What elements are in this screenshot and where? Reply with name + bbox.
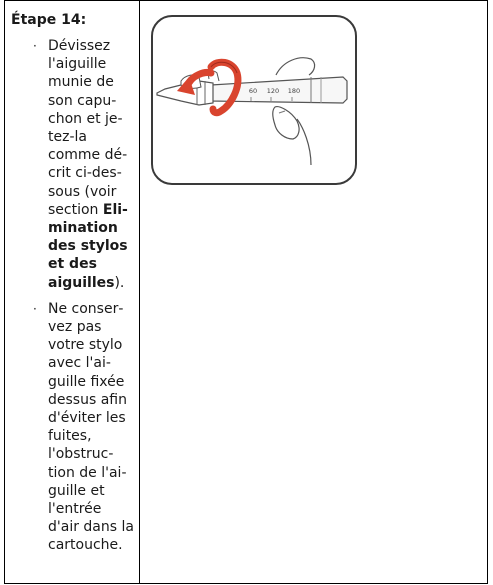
bullet-icon: · [33, 39, 37, 53]
instruction-cell [11, 12, 135, 563]
step-title: Étape 14: [11, 12, 87, 28]
pen-needle-illustration [151, 15, 357, 185]
item-text-post: ). [114, 274, 125, 291]
scale-label: 180 [287, 87, 301, 95]
scale-label: 60 [248, 87, 258, 95]
item-text-pre: Dévissez l'aiguille munie de son capuchon et jetez-la comme décrit ci-dessous (voir section [48, 38, 128, 218]
bullet-icon: · [33, 301, 37, 316]
item-text-pre: Ne conservez pas votre stylo avec l'aiguille fixée dessus afin d'éviter les fuites, l'obstruction de l'aiguille et l'entrée d'air dans la cartouche. [48, 300, 134, 554]
item-text-bold: Elimination des stylos et des aiguilles [48, 201, 128, 291]
scale-label: 120 [266, 87, 280, 95]
column-divider [139, 0, 140, 584]
illustration-svg [151, 15, 357, 185]
list-item [11, 37, 135, 292]
table-top-border [4, 0, 488, 1]
list-item [11, 300, 135, 555]
